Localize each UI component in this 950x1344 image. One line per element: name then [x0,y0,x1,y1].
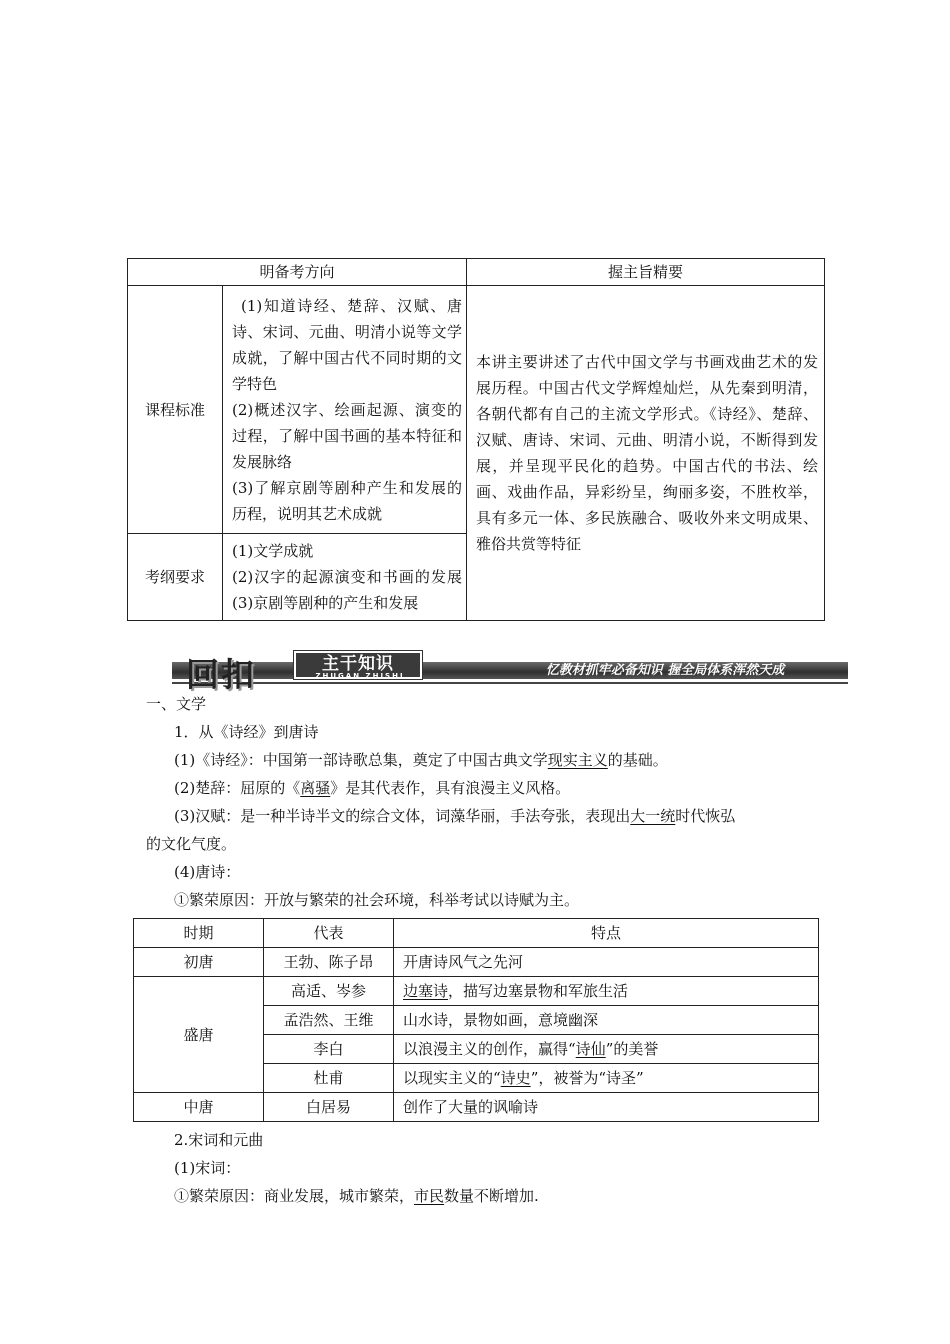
section-literature: 一、文学 [146,695,207,713]
banner-rule [172,682,848,684]
table-row: 盛唐 高适、岑参 边塞诗，描写边塞景物和军旅生活 [134,977,819,1006]
th-period: 时期 [134,919,264,948]
th-feature: 特点 [394,919,819,948]
paragraph-songci: (1)宋词： [174,1159,241,1177]
underline-shishi: 诗史 [500,1069,531,1087]
underline-realism: 现实主义 [547,751,608,769]
banner-slogan: 忆教材抓牢必备知识 握全局体系浑然天成 [545,663,785,678]
underline-unification: 大一统 [630,807,676,825]
underline-citizens: 市民 [414,1187,445,1205]
standard-1: (1)知道诗经、楚辞、汉赋、唐诗、宋词、元曲、明清小说等文学成就，了解中国古代不同时期的文学特色 [232,296,463,393]
table-row: 杜甫 以现实主义的“诗史”，被誉为“诗圣” [134,1064,819,1093]
banner-pinyin: ZHUGAN ZHISHI [315,672,405,680]
underline-shixian: 诗仙 [575,1040,606,1058]
section-banner [172,651,848,694]
paragraph-tang-reason: ①繁荣原因：开放与繁荣的社会环境，科举考试以诗赋为主。 [174,891,580,909]
requirement-1: (1)文学成就 [232,542,314,560]
paragraph-hanfu: (3)汉赋：是一种半诗半文的综合文体，词藻华丽，手法夸张，表现出大一统时代恢弘 [174,807,736,825]
paragraph-tangshi: (4)唐诗： [174,863,241,881]
subheading-shijing-tangshi: 1．从《诗经》到唐诗 [174,723,319,741]
tang-poetry-table [133,918,819,1122]
overview-table [127,258,825,621]
exam-requirements [223,534,467,621]
paragraph-chuci: (2)楚辞：屈原的《离骚》是其代表作，具有浪漫主义风格。 [174,779,571,797]
period-high-tang: 盛唐 [134,977,264,1093]
paragraph-shijing: (1)《诗经》：中国第一部诗歌总集，奠定了中国古典文学现实主义的基础。 [174,751,668,769]
th-representative: 代表 [264,919,394,948]
table-row: 初唐 王勃、陈子昂 开唐诗风气之先河 [134,948,819,977]
paragraph-song-reason: ①繁荣原因：商业发展，城市繁荣，市民数量不断增加. [174,1187,539,1205]
label-exam-requirement: 考纲要求 [128,534,223,621]
standard-2: (2)概述汉字、绘画起源、演变的过程，了解中国书画的基本特征和发展脉络 [232,400,463,471]
subheading-songci-yuanqu: 2.宋词和元曲 [174,1131,264,1149]
header-exam-direction: 明备考方向 [128,259,467,286]
paragraph-hanfu-cont: 的文化气度。 [146,835,237,853]
header-main-points: 握主旨精要 [467,259,825,286]
underline-frontier-poetry: 边塞诗 [403,982,449,1000]
table-row: 中唐 白居易 创作了大量的讽喻诗 [134,1093,819,1122]
table-row: 孟浩然、王维 山水诗，景物如画，意境幽深 [134,1006,819,1035]
banner-subtitle: 主干知识 [294,651,422,679]
table-row: 李白 以浪漫主义的创作，赢得“诗仙”的美誉 [134,1035,819,1064]
underline-lisao: 离骚 [300,779,331,797]
summary-text: 本讲主要讲述了古代中国文学与书画戏曲艺术的发展历程。中国古代文学辉煌灿烂，从先秦到明清，各朝代都有自己的主流文学形式。《诗经》、楚辞、汉赋、唐诗、宋词、元曲、明清小说，不断得到发展，并呈现平民化的趋势。中国古代的书法、绘画、戏曲作品，异彩纷呈，绚丽多姿，不胜枚举，具有多元一体、多民族融合、吸收外来文明成果、雅俗共赏等特征 [467,286,825,621]
requirement-2: (2)汉字的起源演变和书画的发展(3)京剧等剧种的产生和发展 [232,568,463,612]
curriculum-standards [223,286,467,534]
label-curriculum-standard: 课程标准 [128,286,223,534]
standard-3: (3)了解京剧等剧种产生和发展的历程，说明其艺术成就 [232,478,463,523]
banner-title: 回扣 [186,655,256,694]
